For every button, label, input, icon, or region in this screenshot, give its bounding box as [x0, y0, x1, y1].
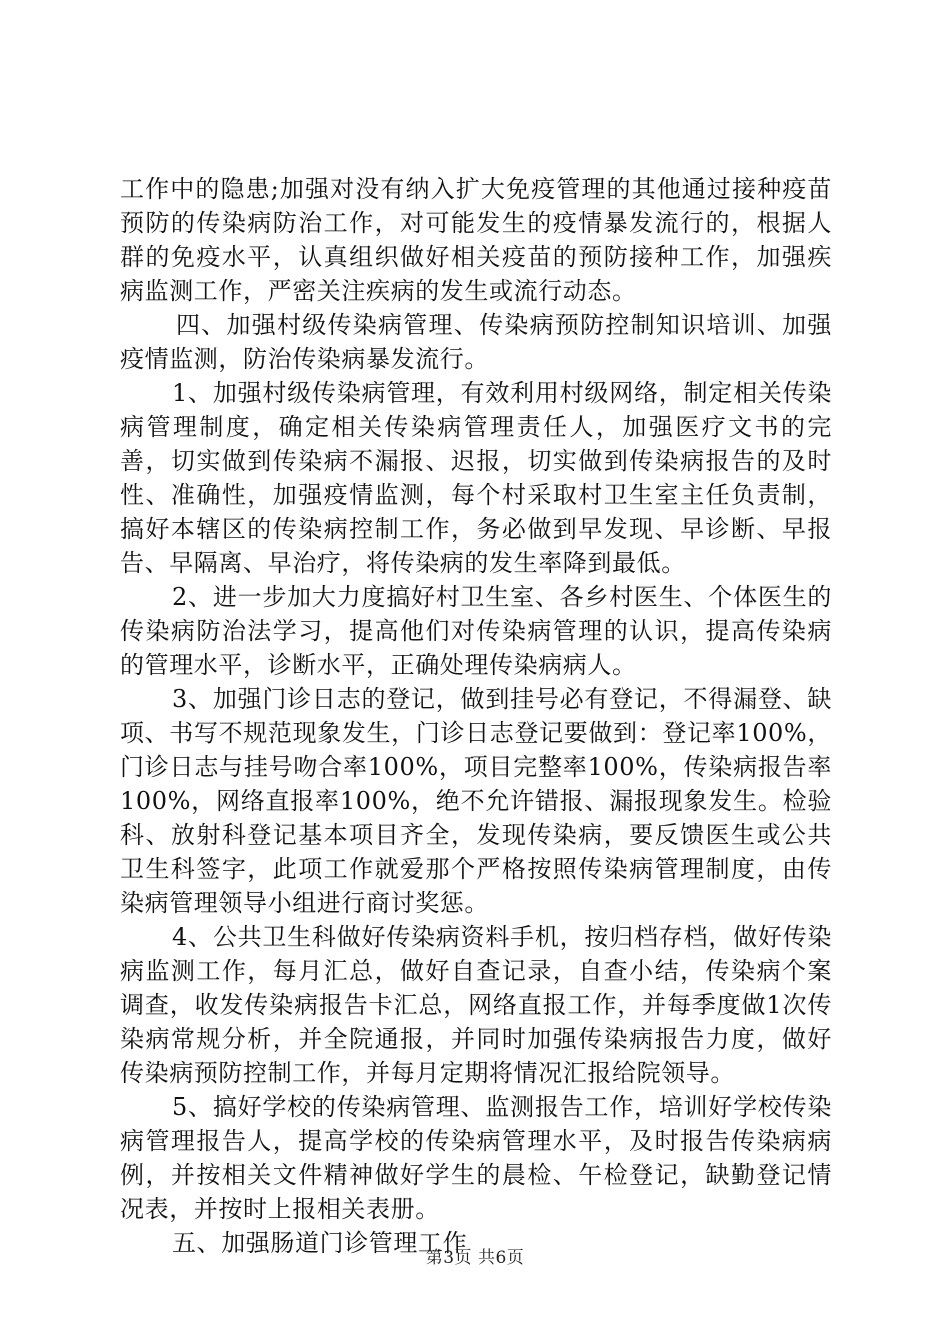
- paragraph-item-1: 1、加强村级传染病管理，有效利用村级网络，制定相关传染病管理制度，确定相关传染病管理责任人，加强医疗文书的完善，切实做到传染病不漏报、迟报，切实做到传染病报告的及时性、准确性，加强疫情监测，每个村采取村卫生室主任负责制，搞好本辖区的传染病控制工作，务必做到早发现、早诊断、早报告、早隔离、早治疗，将传染病的发生率降到最低。: [120, 379, 832, 577]
- page-footer: 第3页 共6页: [425, 1248, 525, 1268]
- paragraph-continuation: 工作中的隐患;加强对没有纳入扩大免疫管理的其他通过接种疫苗预防的传染病防治工作，对可能发生的疫情暴发流行的，根据人群的免疫水平，认真组织做好相关疫苗的预防接种工作，加强疾病监测工作，严密关注疾病的发生或流行动态。: [120, 175, 832, 305]
- paragraph-item-5: 5、搞好学校的传染病管理、监测报告工作，培训好学校传染病管理报告人，提高学校的传染病管理水平，及时报告传染病病例，并按相关文件精神做好学生的晨检、午检登记，缺勤登记情况表，并按时上报相关表册。: [120, 1093, 832, 1223]
- section-heading-five: 五、加强肠道门诊管理工作: [172, 1229, 468, 1257]
- paragraph-item-2: 2、进一步加大力度搞好村卫生室、各乡村医生、个体医生的传染病防治法学习，提高他们对传染病管理的认识，提高传染病的管理水平，诊断水平，正确处理传染病病人。: [120, 583, 832, 679]
- section-heading-four: 四、加强村级传染病管理、传染病预防控制知识培训、加强疫情监测，防治传染病暴发流行。: [120, 311, 832, 373]
- document-body: [120, 172, 832, 1260]
- paragraph-item-4: 4、公共卫生科做好传染病资料手机，按归档存档，做好传染病监测工作，每月汇总，做好自查记录，自查小结，传染病个案调查，收发传染病报告卡汇总，网络直报工作，并每季度做1次传染病常规分析，并全院通报，并同时加强传染病报告力度，做好传染病预防控制工作，并每月定期将情况汇报给院领导。: [120, 923, 832, 1087]
- paragraph-item-3: 3、加强门诊日志的登记，做到挂号必有登记，不得漏登、缺项、书写不规范现象发生，门诊日志登记要做到：登记率100%，门诊日志与挂号吻合率100%，项目完整率100%，传染病报告率100%，网络直报率100%，绝不允许错报、漏报现象发生。检验科、放射科登记基本项目齐全，发现传染病，要反馈医生或公共卫生科签字，此项工作就爱那个严格按照传染病管理制度，由传染病管理领导小组进行商讨奖惩。: [120, 685, 832, 917]
